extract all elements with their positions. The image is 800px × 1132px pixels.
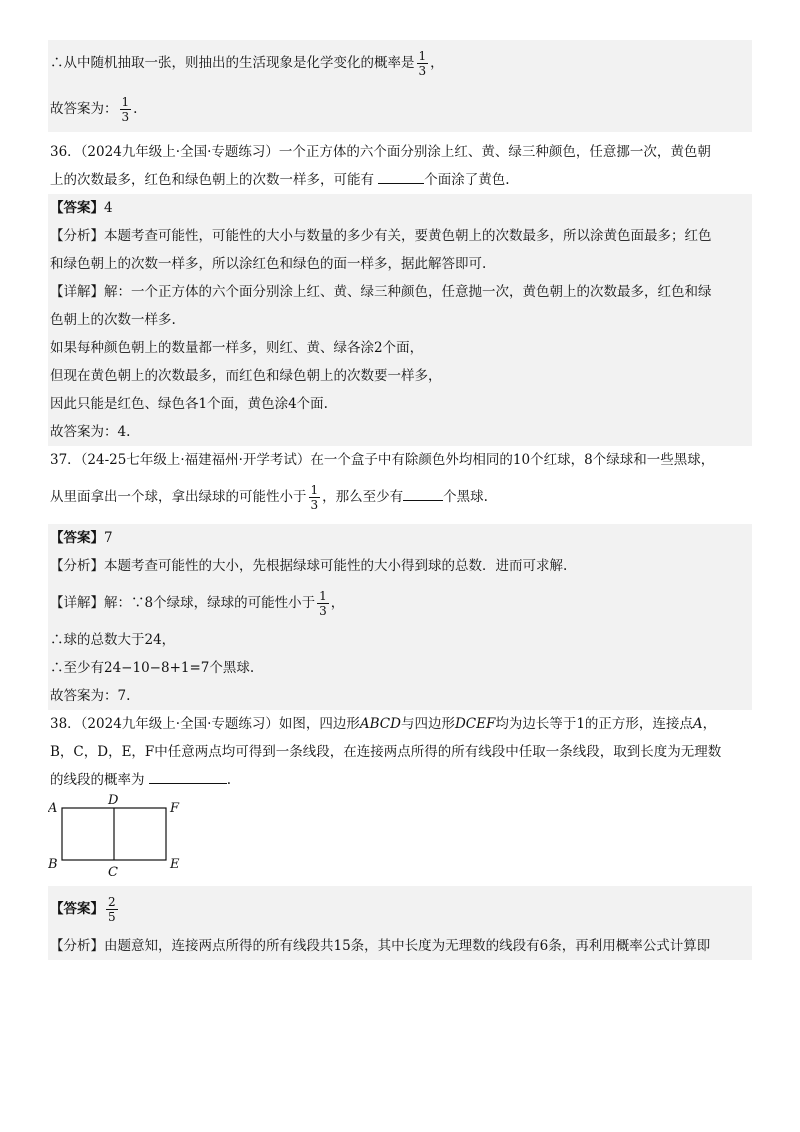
document-page: [48, 40, 752, 960]
point-label-b: B: [48, 857, 58, 872]
detail-line: 【详解】解：∵8个绿球，绿球的可能性小于 $\frac{1}{3}$ ，: [50, 589, 345, 618]
detail-line: 但现在黄色朝上的次数最多，而红色和绿色朝上的次数要一样多，: [50, 368, 442, 384]
point-label-e: E: [170, 857, 180, 872]
detail-line: 如果每种颜色朝上的数量都一样多，则红、黄、绿各涂2个面，: [50, 340, 424, 356]
question-text: 上的次数最多，红色和绿色朝上的次数一样多，可能有 个面涂了黄色.: [48, 166, 752, 194]
solution-block-38: [48, 886, 752, 960]
solution-block-35-tail: [48, 40, 752, 132]
fraction: $\frac{1}{3}$: [310, 483, 319, 512]
question-text: 的线段的概率为 .: [48, 766, 752, 794]
answer-line: 【答案】7: [50, 530, 113, 546]
question-text: 36．（2024九年级上·全国·专题练习）一个正方体的六个面分别涂上红、黄、绿三种颜色，任意挪一次，黄色朝: [50, 144, 711, 160]
conclusion-line: ∴从中随机抽取一张，则抽出的生活现象是化学变化的概率是 $\frac{1}{3}$ ，: [50, 49, 444, 78]
point-label-f: F: [170, 801, 180, 816]
answer-blank: [403, 486, 443, 501]
question-38: [48, 710, 752, 886]
analysis-line: 【分析】由题意知，连接两点所得的所有线段共15条，其中长度为无理数的线段有6条，再利用概率公式计算即: [50, 938, 711, 954]
detail-line: 因此只能是红色、绿色各1个面，黄色涂4个面.: [50, 396, 328, 412]
solution-block-37: [48, 524, 752, 710]
answer-blank: [149, 769, 227, 784]
answer-line: 【答案】4: [50, 200, 113, 216]
question-36: [48, 138, 752, 194]
analysis-line: 【分析】本题考查可能性，可能性的大小与数量的多少有关，要黄色朝上的次数最多，所以涂黄色面最多；红色: [50, 228, 712, 244]
squares-figure: [48, 794, 752, 886]
detail-line: ∴至少有24−10−8+1=7个黑球.: [50, 660, 255, 676]
detail-line: ∴球的总数大于24，: [50, 632, 176, 648]
fraction: $\frac{1}{3}$: [121, 95, 130, 124]
detail-line: 【详解】解：一个正方体的六个面分别涂上红、黄、绿三种颜色，任意抛一次，黄色朝上的次数最多，红色和绿: [50, 284, 712, 300]
point-label-c: C: [108, 865, 118, 880]
analysis-line: 和绿色朝上的次数一样多，所以涂红色和绿色的面一样多，据此解答即可.: [50, 256, 487, 272]
detail-line: 故答案为：4.: [50, 424, 131, 440]
question-text: 38．（2024九年级上·全国·专题练习）如图，四边形ABCD与四边形DCEF均为边长等于1的正方形，连接点A，: [50, 716, 717, 732]
point-label-a: A: [48, 801, 58, 816]
answer-blank: [378, 169, 424, 184]
question-37: [48, 446, 752, 520]
squares-diagram: [48, 794, 228, 886]
question-text: 37．（24-25七年级上·福建福州·开学考试）在一个盒子中有除颜色外均相同的10个红球，8个绿球和一些黑球，: [50, 452, 715, 468]
question-text: B，C，D，E，F中任意两点均可得到一条线段，在连接两点所得的所有线段中任取一条线段，取到长度为无理数: [50, 744, 722, 760]
point-label-d: D: [108, 794, 119, 808]
question-text: 从里面拿出一个球，拿出绿球的可能性小于 $\frac{1}{3}$ ，那么至少有 个黑球.: [50, 483, 488, 512]
answer-line: 【答案】 $\frac{2}{5}$: [50, 895, 116, 924]
fraction: $\frac{1}{3}$: [418, 49, 427, 78]
solution-block-36: [48, 194, 752, 446]
detail-line: 故答案为：7.: [50, 688, 131, 704]
fraction: $\frac{1}{3}$: [319, 589, 327, 618]
fraction: $\frac{2}{5}$: [108, 895, 116, 924]
analysis-line: 【分析】本题考查可能性的大小，先根据绿球可能性的大小得到球的总数．进而可求解.: [50, 558, 568, 574]
answer-line: 故答案为： $\frac{1}{3}$ .: [50, 95, 138, 124]
detail-line: 色朝上的次数一样多.: [50, 312, 176, 328]
